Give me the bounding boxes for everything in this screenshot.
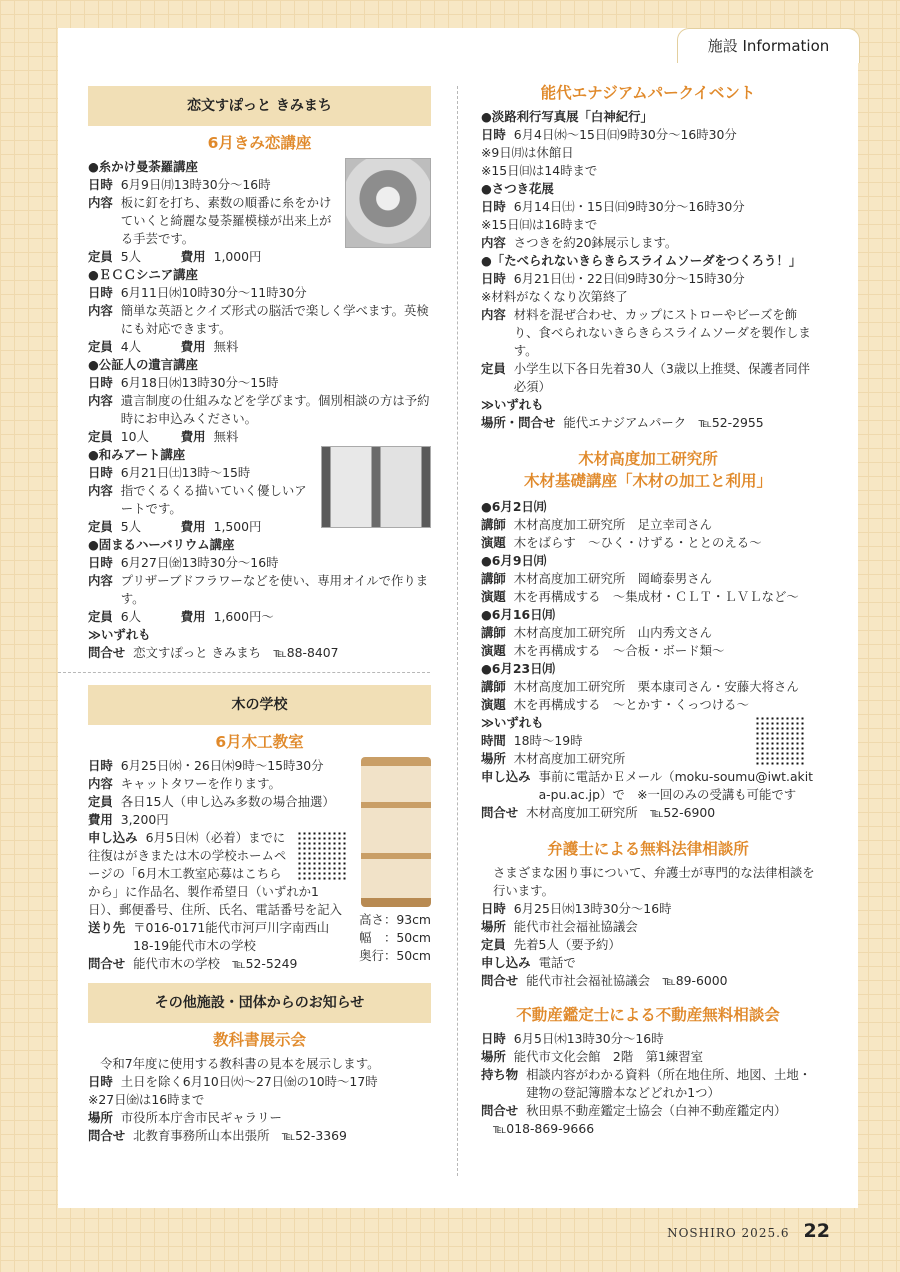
kibun-item-1: [88, 158, 431, 266]
mokuzai-session-3: [481, 606, 815, 660]
dim-height: 高さ：93cm: [359, 912, 431, 927]
label: 申し込み: [481, 955, 531, 970]
session-date: ●6月23日㈪: [481, 661, 555, 676]
note: ※材料がなくなり次第終了: [481, 289, 628, 304]
label: 講師: [481, 625, 506, 640]
mokuzai-title-2: 木材基礎講座「木材の加工と利用」: [523, 472, 772, 490]
kibun-title: 6月きみ恋講座: [207, 134, 312, 152]
label: 定員: [88, 794, 113, 809]
column-divider: [457, 86, 458, 1176]
label: 申し込み: [481, 769, 531, 784]
other-intro: 令和7年度に使用する教科書の見本を展示します。: [100, 1056, 380, 1071]
value: 3,200円: [120, 812, 169, 827]
label: 内容: [88, 573, 113, 588]
mokuzai-title-1: 木材高度加工研究所: [578, 450, 718, 468]
kibun-header: 恋文すぽっと きみまち: [88, 86, 431, 126]
item-title: ●ＥＣＣシニア講座: [88, 267, 198, 282]
label: 問合せ: [88, 645, 126, 660]
label: 日時: [481, 1031, 506, 1046]
label: 講師: [481, 517, 506, 532]
label: 問合せ: [481, 973, 519, 988]
value: 遺言制度の仕組みなどを学びます。個別相談の方は予約時にお申込みください。: [120, 393, 430, 426]
label: 内容: [88, 303, 113, 318]
label: 演題: [481, 589, 506, 604]
label: 内容: [88, 483, 113, 498]
bengoshi-intro: さまざまな困り事について、弁護士が専門的な法律相談を行います。: [493, 865, 815, 898]
label: 費用: [180, 609, 206, 624]
page-number: 22: [803, 1220, 830, 1242]
session-date: ●6月9日㈪: [481, 553, 547, 568]
label: 定員: [88, 249, 113, 264]
value: 能代市文化会館 2階 第1練習室: [513, 1049, 704, 1064]
label: 定員: [88, 339, 113, 354]
label: 内容: [481, 307, 506, 322]
qr-pattern: [297, 831, 347, 881]
value: プリザーブドフラワーなどを使い、専用オイルで作ります。: [120, 573, 429, 606]
value: 6月18日㈬13時30分～15時: [120, 375, 279, 390]
label: 内容: [88, 195, 113, 210]
value: 木材高度加工研究所 山内秀文さん: [513, 625, 713, 640]
contact: 木材高度加工研究所 ℡52-6900: [526, 805, 716, 820]
magazine-name: NOSHIRO 2025.6: [667, 1226, 790, 1240]
value: 簡単な英語とクイズ形式の脳活で楽しく学べます。英検にも対応できます。: [120, 303, 429, 336]
value: 指でくるくる描いていく優しいアートです。: [120, 483, 307, 516]
label: 時間: [481, 733, 506, 748]
cat-tower-figure: [351, 757, 431, 965]
label: 日時: [481, 901, 506, 916]
label: 定員: [88, 519, 113, 534]
value: 1,600円～: [213, 609, 274, 624]
label: 講師: [481, 571, 506, 586]
item-title: ●糸かけ曼荼羅講座: [88, 159, 198, 174]
other-header: その他施設・団体からのお知らせ: [88, 983, 431, 1023]
fudosan-title: 不動産鑑定士による不動産無料相談会: [516, 1006, 780, 1024]
value: 相談内容がわかる資料（所在地住所、地図、土地・建物の登記簿謄本などどれか1つ）: [526, 1067, 812, 1100]
value: 6月4日㈬～15日㈰9時30分～16時30分: [513, 127, 737, 142]
note: ※15日㈰は16時まで: [481, 217, 598, 232]
value: 6月5日㈭13時30分～16時: [513, 1031, 664, 1046]
value: 4人: [120, 339, 142, 354]
label: 定員: [481, 361, 506, 376]
value: 1,500円: [213, 519, 262, 534]
mokuzai-session-1: [481, 498, 815, 552]
item-title: ●「たべられないきらきらスライムソーダをつくろう！」: [481, 253, 802, 268]
other-title: 教科書展示会: [212, 1031, 306, 1049]
value: 〒016-0171能代市河戸川字南西山18-19能代市木の学校: [133, 920, 330, 953]
value: 無料: [213, 339, 239, 354]
bengoshi-title: 弁護士による無料法律相談所: [547, 840, 749, 858]
value: 木を再構成する ～合板・ボード類～: [513, 643, 725, 658]
mokuzai-session-4: [481, 660, 815, 714]
value: 事前に電話かＥメール（moku-soumu@iwt.akita-pu.ac.jp）で ※一回のみの受講も可能です: [538, 769, 814, 802]
nagomi-art-photo: [321, 446, 431, 528]
label: 場所: [481, 919, 506, 934]
value: 木材高度加工研究所 足立幸司さん: [513, 517, 713, 532]
value: 6月11日㈬10時30分～11時30分: [120, 285, 307, 300]
value: 6月14日㈯・15日㈰9時30分～16時30分: [513, 199, 745, 214]
label: 内容: [88, 776, 113, 791]
item-title: ●和みアート講座: [88, 447, 186, 462]
value: 能代市社会福祉協議会: [513, 919, 638, 934]
value: 6月21日㈯13時～15時: [120, 465, 251, 480]
label: 日時: [88, 465, 113, 480]
value: 5人: [120, 249, 142, 264]
label: 費用: [180, 249, 206, 264]
label: 送り先: [88, 920, 126, 935]
item-title: ●公証人の遺言講座: [88, 357, 198, 372]
value: 電話で: [538, 955, 576, 970]
value: 6人: [120, 609, 142, 624]
value: 6月25日㈬13時30分～16時: [513, 901, 672, 916]
contact: 能代市社会福祉協議会 ℡89-6000: [526, 973, 728, 988]
label: 日時: [88, 555, 113, 570]
label: 問合せ: [481, 1103, 519, 1118]
contact: 北教育事務所山本出張所 ℡52-3369: [133, 1128, 347, 1143]
qr-pattern: [755, 716, 805, 766]
note: ※27日㈮は16時まで: [88, 1092, 205, 1107]
value: 無料: [213, 429, 239, 444]
value: 土日を除く6月10日㈫～27日㈮の10時～17時: [120, 1074, 378, 1089]
kibun-item-3: [88, 356, 431, 446]
label: 内容: [88, 393, 113, 408]
label: 日時: [481, 271, 506, 286]
energium-title: 能代エナジアムパークイベント: [540, 84, 756, 102]
common-label: ≫いずれも: [481, 715, 544, 730]
value: 6月25日㈬・26日㈭9時～15時30分: [120, 758, 324, 773]
cat-tower-photo: [361, 757, 431, 907]
label: 場所: [88, 1110, 113, 1125]
dim-width: 幅 ：50cm: [359, 930, 431, 945]
value: 木材高度加工研究所: [513, 751, 626, 766]
contact: 能代市木の学校 ℡52-5249: [133, 956, 298, 971]
label: 申し込み: [88, 830, 138, 845]
value: 6月21日㈯・22日㈰9時30分～15時30分: [513, 271, 745, 286]
ki-header: 木の学校: [88, 685, 431, 725]
note: ※9日㈪は休館日: [481, 145, 574, 160]
value: 木を再構成する ～とかす・くっつける～: [513, 697, 749, 712]
value: 先着5人（要予約）: [513, 937, 621, 952]
note: ※15日㈰は14時まで: [481, 163, 598, 178]
value: キャットタワーを作ります。: [120, 776, 281, 791]
session-date: ●6月2日㈪: [481, 499, 547, 514]
label: 場所: [481, 1049, 506, 1064]
label: 場所: [481, 751, 506, 766]
item-title: ●さつき花展: [481, 181, 554, 196]
value: 1,000円: [213, 249, 262, 264]
label: 問合せ: [88, 1128, 126, 1143]
common-label: ≫いずれも: [88, 627, 151, 642]
value: 木材高度加工研究所 栗本康司さん・安藤大将さん: [513, 679, 799, 694]
energium-item-1: [481, 108, 815, 180]
value: 6月9日㈪13時30分～16時: [120, 177, 271, 192]
string-art-photo: [345, 158, 431, 248]
contact: 恋文すぽっと きみまち ℡88-8407: [133, 645, 339, 660]
contact: 秋田県不動産鑑定士協会（白神不動産鑑定内）: [526, 1103, 787, 1118]
kibun-item-2: [88, 266, 431, 356]
section-divider: [58, 672, 430, 673]
energium-item-3: [481, 252, 815, 396]
label: 定員: [481, 937, 506, 952]
mokuzai-qr-code[interactable]: [755, 716, 805, 766]
contact: 能代エナジアムパーク ℡52-2955: [563, 415, 764, 430]
label: 日時: [481, 127, 506, 142]
dim-depth: 奥行：50cm: [359, 948, 431, 963]
ki-title: 6月木工教室: [215, 733, 304, 751]
value: 18時～19時: [513, 733, 583, 748]
label: 持ち物: [481, 1067, 519, 1082]
label: 日時: [88, 1074, 113, 1089]
value: さつきを約20鉢展示します。: [513, 235, 678, 250]
section-tab: 施設 Information: [677, 28, 860, 63]
label: 日時: [88, 375, 113, 390]
common-label: ≫いずれも: [481, 397, 544, 412]
label: 費用: [180, 429, 206, 444]
label: 内容: [481, 235, 506, 250]
mokuzai-session-2: [481, 552, 815, 606]
item-title: ●淡路利行写真展「白神紀行」: [481, 109, 653, 124]
label: 日時: [481, 199, 506, 214]
label: 場所・問合せ: [481, 415, 556, 430]
session-date: ●6月16日㈪: [481, 607, 555, 622]
page-footer: [0, 1220, 830, 1242]
kibun-item-4: [88, 446, 431, 536]
kibun-item-5: [88, 536, 431, 626]
label: 講師: [481, 679, 506, 694]
value: 材料を混ぜ合わせ、カップにストローやビーズを飾り、食べられないきらきらスライムソーダを製作します。: [513, 307, 811, 358]
label: 演題: [481, 697, 506, 712]
value: 6月5日㈭（必着）までに往復はがきまたは木の学校ホームページの「6月木工教室応募はこちらから」に作品名、製作希望日（いずれか1日）、郵便番号、住所、氏名、電話番号を記入: [88, 830, 343, 917]
label: 問合せ: [88, 956, 126, 971]
left-column: [88, 86, 431, 1145]
value: 各日15人（申し込み多数の場合抽選）: [120, 794, 335, 809]
contact-tel: ℡018-869-9666: [493, 1121, 595, 1136]
energium-item-2: [481, 180, 815, 252]
item-title: ●固まるハーバリウム講座: [88, 537, 235, 552]
value: 木をばらす ～ひく・けずる・ととのえる～: [513, 535, 762, 550]
label: 費用: [88, 812, 113, 827]
value: 10人: [120, 429, 149, 444]
right-column: [481, 82, 815, 1138]
label: 問合せ: [481, 805, 519, 820]
label: 日時: [88, 758, 113, 773]
value: 5人: [120, 519, 142, 534]
ki-body: [88, 757, 431, 973]
value: 6月27日㈮13時30分～16時: [120, 555, 279, 570]
value: 板に釘を打ち、素数の順番に糸をかけていくと綺麗な曼荼羅模様が出来上がる手芸です。: [120, 195, 332, 246]
label: 定員: [88, 609, 113, 624]
label: 定員: [88, 429, 113, 444]
value: 木材高度加工研究所 岡崎泰男さん: [513, 571, 713, 586]
label: 費用: [180, 339, 206, 354]
value: 市役所本庁舎市民ギャラリー: [120, 1110, 282, 1125]
value: 木を再構成する ～集成材・ＣＬＴ・ＬＶＬなど～: [513, 589, 799, 604]
value: 小学生以下各日先着30人（3歳以上推奨、保護者同伴必須）: [513, 361, 811, 394]
label: 費用: [180, 519, 206, 534]
label: 演題: [481, 535, 506, 550]
label: 演題: [481, 643, 506, 658]
label: 日時: [88, 285, 113, 300]
label: 日時: [88, 177, 113, 192]
ki-qr-code[interactable]: [297, 831, 347, 881]
